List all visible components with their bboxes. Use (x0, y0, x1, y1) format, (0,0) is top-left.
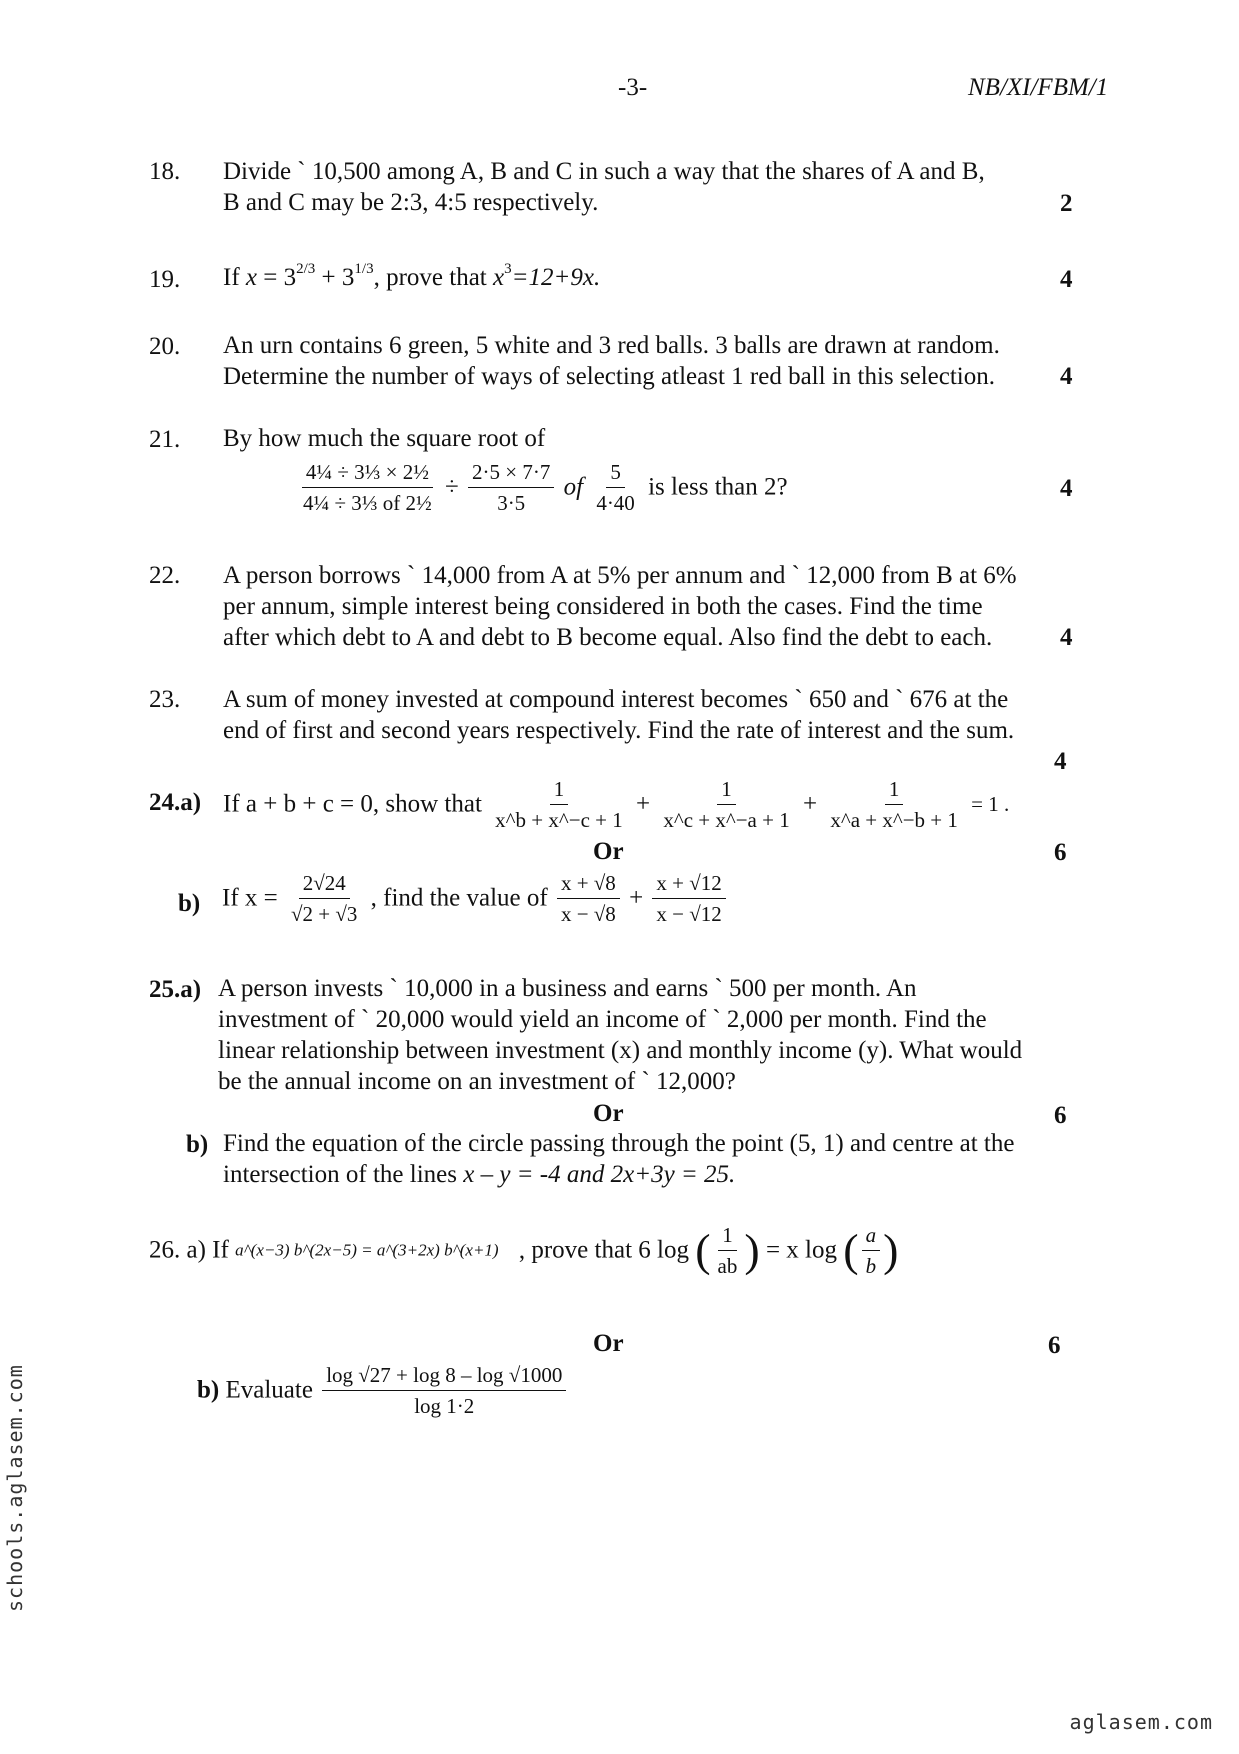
question-text: after which debt to A and debt to B become equal. Also find the debt to each. (223, 624, 993, 651)
question-text: per annum, simple interest being considered in both the cases. Find the time (223, 593, 983, 620)
fraction: $\frac{2√24}{√2 + √3}$ (291, 871, 358, 926)
side-watermark: schools.aglasem.com (3, 1364, 27, 1612)
fraction: $\frac{1}{x\^{}b + x\^{}-c + 1}$ (495, 777, 623, 832)
question-number: 19. (149, 266, 181, 293)
marks: 6 (1054, 1102, 1067, 1129)
fraction: $\frac{\text{4¼ ÷ 3⅓ × 2½}}{\text{4¼ ÷ 3⅓ of 2½}}$ (303, 460, 432, 515)
question-number: 21. (149, 426, 181, 453)
question-text: Determine the number of ways of selecting atleast 1 red ball in this selection. (223, 363, 995, 390)
page-number: -3- (618, 74, 648, 101)
question-number: 18. (149, 158, 181, 185)
question-text: linear relationship between investment (x) and monthly income (y). What would (218, 1037, 1023, 1064)
question-text: be the annual income on an investment of ` 12,000? (218, 1068, 736, 1095)
question-number: 26. a) (149, 1236, 206, 1264)
or-label: Or (593, 1100, 624, 1127)
question-text: B and C may be 2:3, 4:5 respectively. (223, 189, 599, 216)
question-text: An urn contains 6 green, 5 white and 3 red balls. 3 balls are drawn at random. (223, 332, 1000, 359)
marks: 4 (1054, 748, 1067, 775)
fraction: $\frac{1}{x\^{}a + x\^{}-b + 1}$ (830, 777, 958, 832)
question-text: If $x = 3^{2/3} + 3^{1/3}$, prove that $x^3=12+9x$. (223, 261, 601, 291)
fraction: $\frac{2\cdot 5 \times 7\cdot 7}{3\cdot 5}$ (468, 459, 554, 516)
marks: 4 (1060, 624, 1073, 651)
bottom-watermark: aglasem.com (1069, 1710, 1213, 1734)
math-expression: 26. a) If a^(x−3) b^(2x−5) = a^(3+2x) b^(x+1) , prove that 6 log ( $\frac{1}{ab}$ ) = x log ( $\frac{a}{b}$ ) (149, 1223, 899, 1278)
question-text: intersection of the lines x – y = -4 and 2x+3y = 25. (223, 1161, 736, 1188)
fraction: $\frac{1}{ab}$ (717, 1223, 738, 1278)
fraction: $\frac{x + √8}{x - √8}$ (557, 870, 620, 927)
or-label: Or (593, 838, 624, 865)
fraction: $\frac{x + √12}{x - √12}$ (652, 870, 725, 927)
question-text: A person borrows ` 14,000 from A at 5% per annum and ` 12,000 from B at 6% (223, 562, 1017, 589)
math-expression: If a + b + c = 0, show that $\frac{1}{x\^{}b + x\^{}-c + 1}$ + $\frac{1}{x\^{}c + x\^{}-a + 1}$ + $\frac{1}{x\^{}a + x\^{}-b + 1}$ = 1 . (223, 777, 1010, 832)
fraction: $\frac{1}{x\^{}c + x\^{}-a + 1}$ (663, 777, 790, 832)
marks: 4 (1060, 475, 1073, 502)
sub-label: b) (186, 1131, 209, 1158)
math-expression: $\frac{\text{4¼ ÷ 3⅓ × 2½}}{\text{4¼ ÷ 3⅓ of 2½}}$ ÷ $\frac{2\cdot 5 \times 7\cdot 7}{3\cdot 5}$ of $\frac{5}{4\cdot 40}$ is less than 2? (296, 459, 788, 516)
marks: 6 (1054, 839, 1067, 866)
question-number: 25.a) (149, 976, 202, 1003)
sub-label: b) (178, 890, 201, 917)
question-text: end of first and second years respectively. Find the rate of interest and the sum. (223, 717, 1015, 744)
question-text: A person invests ` 10,000 in a business and earns ` 500 per month. An (218, 975, 917, 1002)
question-text: Find the equation of the circle passing through the point (5, 1) and centre at the (223, 1130, 1015, 1157)
question-text: Divide ` 10,500 among A, B and C in such a way that the shares of A and B, (223, 158, 985, 185)
question-text: investment of ` 20,000 would yield an income of ` 2,000 per month. Find the (218, 1006, 987, 1033)
math-expression: If x = $\frac{2√24}{√2 + √3}$ , find the value of $\frac{x + √8}{x - √8}$ + $\frac{x + √12}{x - √12}$ (222, 870, 729, 927)
fraction: $\frac{5}{4\cdot 40}$ (596, 460, 635, 515)
question-number: 24.a) (149, 789, 202, 816)
marks: 4 (1060, 266, 1073, 293)
sub-label: b) (197, 1376, 220, 1404)
fraction: $\frac{\log √27 + \log 8 - \log √1000}{\log 1\cdot 2}$ (322, 1362, 566, 1419)
question-number: 22. (149, 562, 181, 589)
marks: 4 (1060, 363, 1073, 390)
question-text: A sum of money invested at compound interest becomes ` 650 and ` 676 at the (223, 686, 1009, 713)
fraction: $\frac{a}{b}$ (862, 1222, 881, 1279)
question-number: 20. (149, 333, 181, 360)
marks: 2 (1060, 190, 1073, 217)
marks: 6 (1048, 1332, 1061, 1359)
paper-code: NB/XI/FBM/1 (968, 74, 1109, 101)
or-label: Or (593, 1330, 624, 1357)
math-expression: b) Evaluate $\frac{\log √27 + \log 8 - \log √1000}{\log 1\cdot 2}$ (197, 1362, 569, 1419)
question-number: 23. (149, 686, 181, 713)
question-text: By how much the square root of (223, 425, 546, 452)
